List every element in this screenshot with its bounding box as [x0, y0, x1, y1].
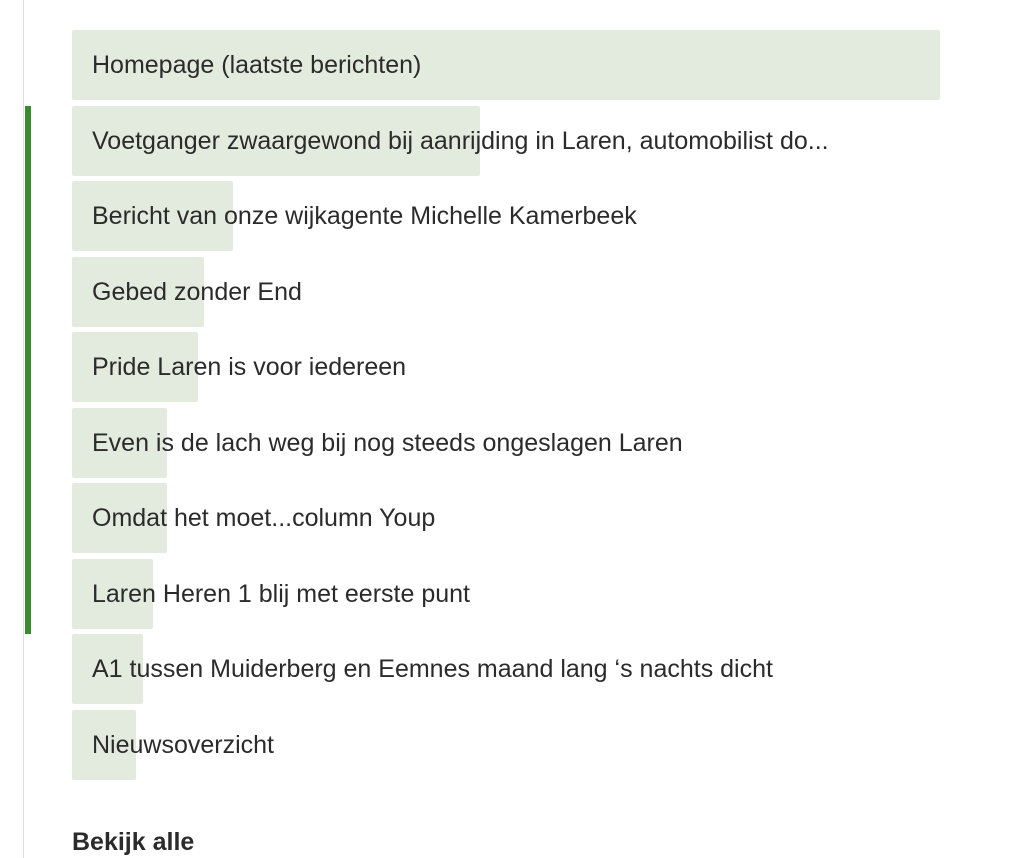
panel-left-border: [23, 0, 24, 858]
list-item-marker: [25, 408, 31, 484]
list-item-marker: [25, 257, 31, 333]
list-item-label: Even is de lach weg bij nog steeds ongeslagen Laren: [92, 428, 683, 457]
list-item-marker: [25, 332, 31, 408]
list-item-label: Gebed zonder End: [92, 277, 302, 306]
list-item[interactable]: [72, 332, 940, 402]
list-item-marker: [25, 483, 31, 559]
list-item-label: Nieuwsoverzicht: [92, 730, 275, 759]
list-item-label: A1 tussen Muiderberg en Eemnes maand lang ‘s nachts dicht: [92, 655, 773, 683]
list-item[interactable]: [72, 634, 940, 704]
list-item-label: Laren Heren 1 blij met eerste punt: [92, 579, 470, 608]
list-item[interactable]: [72, 106, 940, 176]
list-item[interactable]: [72, 710, 940, 780]
list-item[interactable]: [72, 181, 940, 251]
list-item-marker: [25, 181, 31, 257]
list-item[interactable]: [72, 257, 940, 327]
list-item-label: Voetganger zwaargewond bij aanrijding in Laren, automobilist do...: [92, 126, 829, 155]
list-item-label: Bericht van onze wijkagente Michelle Kamerbeek: [92, 202, 637, 230]
list-item[interactable]: [72, 30, 940, 100]
list-item[interactable]: [72, 559, 940, 629]
page-ranking-list: [72, 30, 940, 785]
view-all-link[interactable]: Bekijk alle: [72, 828, 195, 856]
list-item-label: Omdat het moet...column Youp: [92, 504, 436, 532]
list-item[interactable]: [72, 483, 940, 553]
list-item-marker: [25, 559, 31, 635]
list-item-label: Pride Laren is voor iedereen: [92, 353, 407, 381]
list-item-marker: [25, 106, 31, 182]
list-item-label: Homepage (laatste berichten): [92, 51, 422, 79]
list-item[interactable]: [72, 408, 940, 478]
